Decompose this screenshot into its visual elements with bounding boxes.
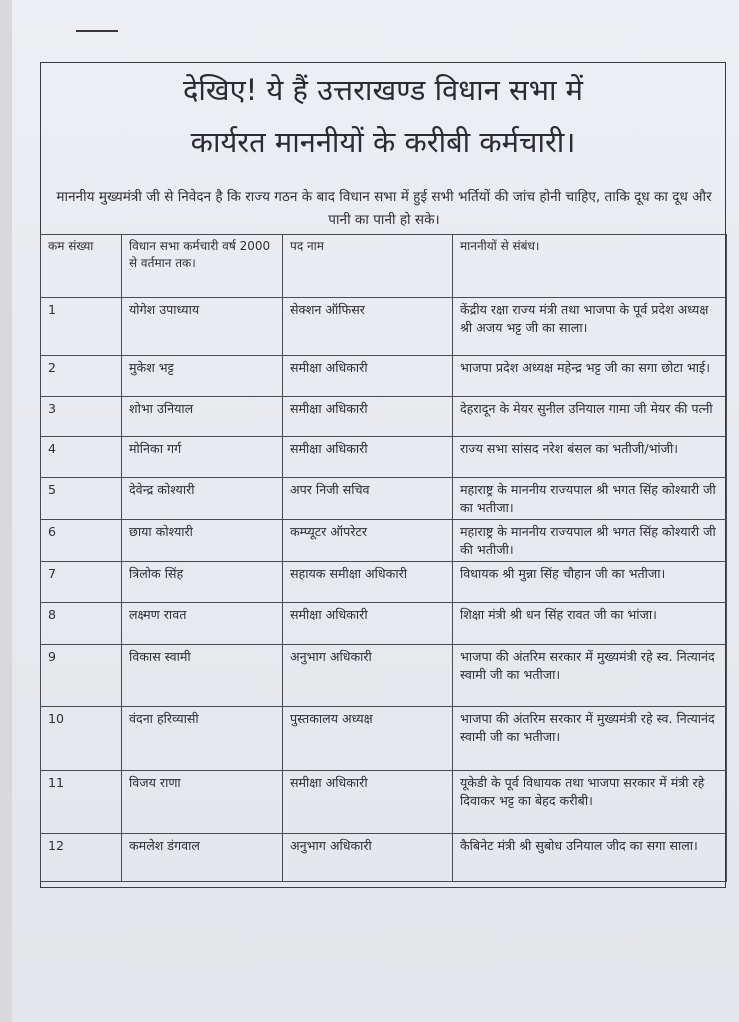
document-title [42, 64, 724, 168]
post-name: कम्प्यूटर ऑपरेटर [283, 520, 453, 562]
post-name: समीक्षा अधिकारी [283, 397, 453, 437]
relation-text: कैबिनेट मंत्री श्री सुबोध उनियाल जीद का सगा साला। [453, 834, 727, 882]
table-row [41, 645, 727, 707]
table-row [41, 356, 727, 397]
post-name: अपर निजी सचिव [283, 478, 453, 520]
table-row [41, 771, 727, 834]
employee-name: देवेन्द्र कोश्यारी [122, 478, 283, 520]
post-name: समीक्षा अधिकारी [283, 356, 453, 397]
row-number: 11 [41, 771, 122, 834]
row-number: 2 [41, 356, 122, 397]
relation-text: शिक्षा मंत्री श्री धन सिंह रावत जी का भांजा। [453, 603, 727, 645]
employee-name: त्रिलोक सिंह [122, 562, 283, 603]
table-row [41, 397, 727, 437]
employee-name: छाया कोश्यारी [122, 520, 283, 562]
post-name: पुस्तकालय अध्यक्ष [283, 707, 453, 771]
table-row [41, 707, 727, 771]
row-number: 10 [41, 707, 122, 771]
row-number: 8 [41, 603, 122, 645]
row-number: 5 [41, 478, 122, 520]
employee-name: शोभा उनियाल [122, 397, 283, 437]
table-header-row [41, 235, 727, 298]
relation-text: भाजपा की अंतरिम सरकार में मुख्यमंत्री रहे स्व. नित्यानंद स्वामी जी का भतीजा। [453, 645, 727, 707]
employee-name: विजय राणा [122, 771, 283, 834]
relation-text: केंद्रीय रक्षा राज्य मंत्री तथा भाजपा के पूर्व प्रदेश अध्यक्ष श्री अजय भट्ट जी का साला। [453, 298, 727, 356]
table-row [41, 478, 727, 520]
table-row [41, 562, 727, 603]
table-row [41, 298, 727, 356]
employee-name: मोनिका गर्ग [122, 437, 283, 478]
post-name: अनुभाग अधिकारी [283, 834, 453, 882]
employee-name: लक्ष्मण रावत [122, 603, 283, 645]
post-name: समीक्षा अधिकारी [283, 603, 453, 645]
row-number: 9 [41, 645, 122, 707]
relation-text: यूकेडी के पूर्व विधायक तथा भाजपा सरकार में मंत्री रहे दिवाकर भट्ट का बेहद करीबी। [453, 771, 727, 834]
table-row [41, 603, 727, 645]
employee-name: कमलेश डंगवाल [122, 834, 283, 882]
employee-name: योगेश उपाध्याय [122, 298, 283, 356]
relation-text: भाजपा प्रदेश अध्यक्ष महेन्द्र भट्ट जी का सगा छोटा भाई। [453, 356, 727, 397]
table-row [41, 437, 727, 478]
relation-text: विधायक श्री मुन्ना सिंह चौहान जी का भतीजा। [453, 562, 727, 603]
employee-name: विकास स्वामी [122, 645, 283, 707]
relation-text: महाराष्ट्र के माननीय राज्यपाल श्री भगत सिंह कोश्यारी जी की भतीजी। [453, 520, 727, 562]
post-name: समीक्षा अधिकारी [283, 771, 453, 834]
row-number: 1 [41, 298, 122, 356]
employee-name: मुकेश भट्ट [122, 356, 283, 397]
header-post: पद नाम [283, 235, 453, 298]
row-number: 7 [41, 562, 122, 603]
header-relation: माननीयों से संबंध। [453, 235, 727, 298]
header-serial: कम संख्या [41, 235, 122, 298]
table-row [41, 834, 727, 882]
staff-table [40, 234, 727, 882]
post-name: सेक्शन ऑफिसर [283, 298, 453, 356]
relation-text: महाराष्ट्र के माननीय राज्यपाल श्री भगत सिंह कोश्यारी जी का भतीजा। [453, 478, 727, 520]
relation-text: देहरादून के मेयर सुनील उनियाल गामा जी मेयर की पत्नी [453, 397, 727, 437]
row-number: 12 [41, 834, 122, 882]
row-number: 3 [41, 397, 122, 437]
row-number: 4 [41, 437, 122, 478]
title-line-2: कार्यरत माननीयों के करीबी कर्मचारी। [190, 125, 576, 159]
title-line-1: देखिए! ये हैं उत्तराखण्ड विधान सभा में [182, 73, 584, 107]
appeal-text: माननीय मुख्यमंत्री जी से निवेदन है कि राज्य गठन के बाद विधान सभा में हुई सभी भर्तियों की जांच होनी चाहिए, ताकि दूध का दूध और पानी का पानी हो सके। [56, 189, 712, 228]
row-number: 6 [41, 520, 122, 562]
pen-mark [76, 30, 118, 32]
post-name: अनुभाग अधिकारी [283, 645, 453, 707]
table-row [41, 520, 727, 562]
employee-name: वंदना हरिव्यासी [122, 707, 283, 771]
relation-text: राज्य सभा सांसद नरेश बंसल का भतीजी/भांजी। [453, 437, 727, 478]
post-name: सहायक समीक्षा अधिकारी [283, 562, 453, 603]
post-name: समीक्षा अधिकारी [283, 437, 453, 478]
relation-text: भाजपा की अंतरिम सरकार में मुख्यमंत्री रहे स्व. नित्यानंद स्वामी जी का भतीजा। [453, 707, 727, 771]
header-employee: विधान सभा कर्मचारी वर्ष 2000 से वर्तमान तक। [122, 235, 283, 298]
